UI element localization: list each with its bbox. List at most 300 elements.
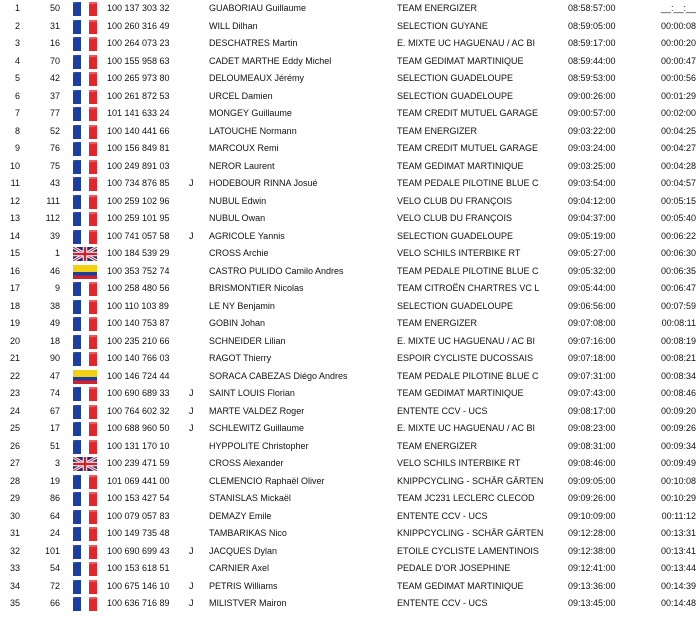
bib-cell: 67 — [49, 405, 60, 416]
license-cell: 100 079 057 83 — [107, 510, 170, 521]
license-cell: 100 741 057 58 — [107, 230, 170, 241]
rider-name-cell: AGRICOLE Yannis — [209, 230, 285, 241]
gap-cell: 00:06:35 — [660, 265, 696, 276]
team-cell: TEAM GEDIMAT MARTINIQUE — [397, 388, 524, 399]
result-row — [0, 123, 700, 141]
time-cell: 09:07:08:00 — [568, 318, 616, 329]
gap-cell: __:__:__ — [660, 3, 696, 14]
flag-fr-icon — [73, 20, 97, 34]
gap-cell: 00:10:08 — [660, 475, 696, 486]
team-cell: TEAM GEDIMAT MARTINIQUE — [397, 55, 524, 66]
license-cell: 100 636 716 89 — [107, 598, 170, 609]
team-cell: E. MIXTE UC HAGUENAU / AC BI — [397, 335, 536, 346]
team-cell: SELECTION GUADELOUPE — [397, 90, 514, 101]
result-row — [0, 140, 700, 158]
time-cell: 09:08:31:00 — [568, 440, 616, 451]
gap-cell: 00:00:47 — [660, 55, 696, 66]
license-cell: 100 688 960 50 — [107, 423, 170, 434]
flag-fr-icon — [73, 177, 97, 191]
time-cell: 09:09:05:00 — [568, 475, 616, 486]
rank-cell: 34 — [9, 580, 20, 591]
license-cell: 100 265 973 80 — [107, 73, 170, 84]
license-cell: 100 260 316 49 — [107, 20, 170, 31]
gap-cell: 00:00:20 — [660, 38, 696, 49]
category-cell: J — [189, 545, 194, 556]
time-cell: 09:08:17:00 — [568, 405, 616, 416]
time-cell: 09:05:27:00 — [568, 248, 616, 259]
flag-fr-icon — [73, 527, 97, 541]
rank-cell: 3 — [14, 38, 20, 49]
rank-cell: 11 — [10, 178, 20, 189]
category-cell: J — [189, 598, 194, 609]
rider-name-cell: MARCOUX Remi — [209, 143, 279, 154]
license-cell: 100 153 618 51 — [107, 563, 170, 574]
result-row — [0, 263, 700, 281]
flag-fr-icon — [73, 212, 97, 226]
result-row — [0, 245, 700, 263]
result-row — [0, 333, 700, 351]
license-cell: 100 140 753 87 — [107, 318, 170, 329]
flag-fr-icon — [73, 422, 97, 436]
rank-cell: 23 — [9, 388, 20, 399]
team-cell: VELO SCHILS INTERBIKE RT — [397, 248, 521, 259]
rank-cell: 32 — [9, 545, 20, 556]
time-cell: 08:59:53:00 — [568, 73, 616, 84]
rank-cell: 6 — [14, 90, 20, 101]
team-cell: SELECTION GUADELOUPE — [397, 230, 514, 241]
rider-name-cell: JACQUES Dylan — [209, 545, 278, 556]
time-cell: 09:12:38:00 — [568, 545, 616, 556]
result-row — [0, 18, 700, 36]
result-row — [0, 228, 700, 246]
result-row — [0, 490, 700, 508]
team-cell: E. MIXTE UC HAGUENAU / AC BI — [397, 423, 536, 434]
rider-name-cell: GUABORIAU Guillaume — [209, 3, 307, 14]
license-cell: 100 235 210 66 — [107, 335, 170, 346]
bib-cell: 86 — [49, 493, 60, 504]
time-cell: 09:07:31:00 — [568, 370, 616, 381]
rank-cell: 20 — [9, 335, 20, 346]
result-row — [0, 403, 700, 421]
flag-fr-icon — [73, 142, 97, 156]
rider-name-cell: TAMBARIKAS Nico — [209, 528, 287, 539]
bib-cell: 77 — [49, 108, 60, 119]
license-cell: 100 140 441 66 — [107, 125, 170, 136]
result-row — [0, 175, 700, 193]
flag-fr-icon — [73, 282, 97, 296]
time-cell: 09:07:18:00 — [568, 353, 616, 364]
flag-fr-icon — [73, 125, 97, 139]
rank-cell: 16 — [9, 265, 20, 276]
bib-cell: 74 — [49, 388, 60, 399]
flag-fr-icon — [73, 597, 97, 611]
result-row — [0, 298, 700, 316]
rank-cell: 13 — [9, 213, 20, 224]
flag-fr-icon — [73, 195, 97, 209]
rider-name-cell: SAINT LOUIS Florian — [209, 388, 295, 399]
flag-fr-icon — [73, 580, 97, 594]
result-row — [0, 473, 700, 491]
result-row — [0, 578, 700, 596]
rider-name-cell: MARTE VALDEZ Roger — [209, 405, 305, 416]
time-cell: 09:09:26:00 — [568, 493, 616, 504]
result-row — [0, 280, 700, 298]
time-cell: 09:13:36:00 — [568, 580, 616, 591]
bib-cell: 90 — [49, 353, 60, 364]
rank-cell: 7 — [14, 108, 20, 119]
flag-co-icon — [73, 265, 97, 279]
result-row — [0, 455, 700, 473]
bib-cell: 50 — [49, 3, 60, 14]
gap-cell: 00:09:49 — [660, 458, 696, 469]
gap-cell: 00:08:21 — [660, 353, 696, 364]
gap-cell: 00:08:11 — [661, 318, 696, 329]
license-cell: 100 184 539 29 — [107, 248, 170, 259]
time-cell: 09:12:28:00 — [568, 528, 616, 539]
rank-cell: 29 — [9, 493, 20, 504]
license-cell: 100 258 480 56 — [107, 283, 170, 294]
rank-cell: 9 — [14, 143, 20, 154]
bib-cell: 47 — [49, 370, 60, 381]
license-cell: 100 131 170 10 — [107, 440, 170, 451]
team-cell: TEAM PEDALE PILOTINE BLUE C — [397, 178, 539, 189]
rider-name-cell: SCHLEWITZ Guillaume — [209, 423, 305, 434]
rank-cell: 28 — [9, 475, 20, 486]
bib-cell: 76 — [49, 143, 60, 154]
rider-name-cell: CADET MARTHE Eddy Michel — [209, 55, 332, 66]
category-cell: J — [189, 423, 194, 434]
license-cell: 100 156 849 81 — [107, 143, 170, 154]
license-cell: 100 261 872 53 — [107, 90, 170, 101]
result-row — [0, 420, 700, 438]
team-cell: TEAM ENERGIZER — [397, 3, 478, 14]
flag-fr-icon — [73, 510, 97, 524]
time-cell: 09:07:16:00 — [568, 335, 616, 346]
license-cell: 100 690 699 43 — [107, 545, 170, 556]
license-cell: 100 149 735 48 — [107, 528, 170, 539]
gap-cell: 00:04:28 — [660, 160, 696, 171]
rider-name-cell: GOBIN Johan — [209, 318, 266, 329]
category-cell: J — [189, 405, 194, 416]
time-cell: 09:03:54:00 — [568, 178, 616, 189]
bib-cell: 17 — [49, 423, 60, 434]
category-cell: J — [189, 230, 194, 241]
team-cell: TEAM CITROËN CHARTRES VC L — [397, 283, 540, 294]
bib-cell: 72 — [49, 580, 60, 591]
flag-fr-icon — [73, 55, 97, 69]
gap-cell: 00:08:19 — [660, 335, 696, 346]
result-row — [0, 543, 700, 561]
result-row — [0, 350, 700, 368]
rider-name-cell: NUBUL Owan — [209, 213, 266, 224]
team-cell: SELECTION GUYANE — [397, 20, 488, 31]
flag-fr-icon — [73, 562, 97, 576]
license-cell: 100 259 102 96 — [107, 195, 170, 206]
flag-fr-icon — [73, 335, 97, 349]
flag-fr-icon — [73, 317, 97, 331]
rider-name-cell: DEMAZY Emile — [209, 510, 272, 521]
time-cell: 09:13:45:00 — [568, 598, 616, 609]
result-row — [0, 193, 700, 211]
time-cell: 08:59:05:00 — [568, 20, 616, 31]
rank-cell: 1 — [14, 3, 20, 14]
flag-fr-icon — [73, 37, 97, 51]
category-cell: J — [189, 388, 194, 399]
license-cell: 100 675 146 10 — [107, 580, 170, 591]
rank-cell: 18 — [9, 300, 20, 311]
rank-cell: 27 — [9, 458, 20, 469]
gap-cell: 00:05:15 — [660, 195, 696, 206]
license-cell: 100 690 689 33 — [107, 388, 170, 399]
rider-name-cell: NUBUL Edwin — [209, 195, 267, 206]
license-cell: 100 764 602 32 — [107, 405, 170, 416]
time-cell: 09:03:24:00 — [568, 143, 616, 154]
gap-cell: 00:05:40 — [660, 213, 696, 224]
flag-co-icon — [73, 370, 97, 384]
bib-cell: 43 — [49, 178, 60, 189]
license-cell: 100 353 752 74 — [107, 265, 170, 276]
rank-cell: 5 — [14, 73, 20, 84]
bib-cell: 64 — [49, 510, 60, 521]
rider-name-cell: BRISMONTIER Nicolas — [209, 283, 304, 294]
team-cell: ETOILE CYCLISTE LAMENTINOIS — [397, 545, 539, 556]
license-cell: 100 264 073 23 — [107, 38, 170, 49]
flag-fr-icon — [73, 72, 97, 86]
bib-cell: 3 — [54, 458, 60, 469]
rider-name-cell: NEROR Laurent — [209, 160, 275, 171]
time-cell: 09:04:37:00 — [568, 213, 616, 224]
time-cell: 09:10:09:00 — [568, 510, 616, 521]
rank-cell: 21 — [9, 353, 20, 364]
team-cell: PEDALE D'OR JOSEPHINE — [397, 563, 511, 574]
rider-name-cell: STANISLAS Mickaël — [209, 493, 291, 504]
flag-fr-icon — [73, 107, 97, 121]
gap-cell: 00:04:27 — [660, 143, 696, 154]
gap-cell: 00:02:00 — [660, 108, 696, 119]
result-row — [0, 525, 700, 543]
rank-cell: 25 — [9, 423, 20, 434]
bib-cell: 49 — [49, 318, 60, 329]
bib-cell: 46 — [49, 265, 60, 276]
rider-name-cell: CASTRO PULIDO Camilo Andres — [209, 265, 344, 276]
bib-cell: 1 — [54, 248, 60, 259]
gap-cell: 00:06:47 — [660, 283, 696, 294]
gap-cell: 00:00:08 — [660, 20, 696, 31]
result-row — [0, 210, 700, 228]
result-row — [0, 158, 700, 176]
time-cell: 09:05:44:00 — [568, 283, 616, 294]
bib-cell: 24 — [49, 528, 60, 539]
result-row — [0, 508, 700, 526]
gap-cell: 00:06:30 — [660, 248, 696, 259]
team-cell: TEAM GEDIMAT MARTINIQUE — [397, 580, 524, 591]
rider-name-cell: SCHNEIDER Lilian — [209, 335, 286, 346]
flag-fr-icon — [73, 405, 97, 419]
license-cell: 100 259 101 95 — [107, 213, 170, 224]
rider-name-cell: URCEL Damien — [209, 90, 273, 101]
license-cell: 100 155 958 63 — [107, 55, 170, 66]
team-cell: KNIPPCYCLING - SCHÄR GÄRTEN — [397, 475, 544, 486]
gap-cell: 00:09:26 — [660, 423, 696, 434]
team-cell: TEAM JC231 LECLERC CLECOD — [397, 493, 535, 504]
category-cell: J — [189, 580, 194, 591]
rider-name-cell: RAGOT Thierry — [209, 353, 272, 364]
rank-cell: 10 — [9, 160, 20, 171]
bib-cell: 38 — [49, 300, 60, 311]
team-cell: TEAM ENERGIZER — [397, 125, 478, 136]
time-cell: 09:12:41:00 — [568, 563, 616, 574]
license-cell: 100 239 471 59 — [107, 458, 170, 469]
rank-cell: 31 — [9, 528, 20, 539]
bib-cell: 31 — [49, 20, 60, 31]
rider-name-cell: CROSS Alexander — [209, 458, 284, 469]
result-row — [0, 35, 700, 53]
result-row — [0, 595, 700, 613]
rank-cell: 30 — [9, 510, 20, 521]
rank-cell: 17 — [9, 283, 20, 294]
rider-name-cell: LATOUCHE Normann — [209, 125, 297, 136]
rank-cell: 8 — [14, 125, 20, 136]
bib-cell: 54 — [49, 563, 60, 574]
category-cell: J — [189, 178, 194, 189]
gap-cell: 00:13:44 — [660, 563, 696, 574]
flag-fr-icon — [73, 440, 97, 454]
gap-cell: 00:11:12 — [661, 510, 696, 521]
license-cell: 100 249 891 03 — [107, 160, 170, 171]
license-cell: 100 734 876 85 — [107, 178, 170, 189]
result-row — [0, 0, 700, 18]
team-cell: KNIPPCYCLING - SCHÄR GÄRTEN — [397, 528, 544, 539]
time-cell: 09:06:56:00 — [568, 300, 616, 311]
result-row — [0, 385, 700, 403]
flag-fr-icon — [73, 160, 97, 174]
gap-cell: 00:00:56 — [660, 73, 696, 84]
license-cell: 100 137 303 32 — [107, 3, 170, 14]
bib-cell: 39 — [49, 230, 60, 241]
result-row — [0, 105, 700, 123]
gap-cell: 00:14:39 — [660, 580, 696, 591]
team-cell: TEAM PEDALE PILOTINE BLUE C — [397, 265, 539, 276]
gap-cell: 00:10:29 — [660, 493, 696, 504]
gap-cell: 00:08:34 — [660, 370, 696, 381]
team-cell: E. MIXTE UC HAGUENAU / AC BI — [397, 38, 536, 49]
time-cell: 09:03:22:00 — [568, 125, 616, 136]
rider-name-cell: CARNIER Axel — [209, 563, 270, 574]
rank-cell: 24 — [9, 405, 20, 416]
result-row — [0, 53, 700, 71]
flag-gb-icon — [73, 247, 97, 261]
flag-fr-icon — [73, 2, 97, 16]
team-cell: TEAM CREDIT MUTUEL GARAGE — [397, 143, 539, 154]
team-cell: ENTENTE CCV - UCS — [397, 598, 488, 609]
flag-fr-icon — [73, 545, 97, 559]
gap-cell: 00:13:31 — [660, 528, 696, 539]
flag-gb-icon — [73, 457, 97, 471]
team-cell: TEAM ENERGIZER — [397, 440, 478, 451]
rider-name-cell: LE NY Benjamin — [209, 300, 275, 311]
team-cell: TEAM ENERGIZER — [397, 318, 478, 329]
gap-cell: 00:01:29 — [660, 90, 696, 101]
license-cell: 100 153 427 54 — [107, 493, 170, 504]
rank-cell: 4 — [14, 55, 20, 66]
bib-cell: 18 — [49, 335, 60, 346]
rider-name-cell: DESCHATRES Martin — [209, 38, 298, 49]
bib-cell: 101 — [44, 545, 60, 556]
bib-cell: 16 — [49, 38, 60, 49]
rider-name-cell: CROSS Archie — [209, 248, 269, 259]
bib-cell: 42 — [49, 73, 60, 84]
license-cell: 100 110 103 89 — [107, 300, 169, 311]
rider-name-cell: MILISTVER Mairon — [209, 598, 287, 609]
license-cell: 100 140 766 03 — [107, 353, 170, 364]
time-cell: 08:58:57:00 — [568, 3, 616, 14]
rank-cell: 33 — [9, 563, 20, 574]
flag-fr-icon — [73, 352, 97, 366]
flag-fr-icon — [73, 300, 97, 314]
rank-cell: 12 — [9, 195, 20, 206]
bib-cell: 52 — [49, 125, 60, 136]
gap-cell: 00:06:22 — [660, 230, 696, 241]
result-row — [0, 88, 700, 106]
gap-cell: 00:14:48 — [660, 598, 696, 609]
license-cell: 100 146 724 44 — [107, 370, 170, 381]
gap-cell: 00:09:20 — [660, 405, 696, 416]
result-row — [0, 70, 700, 88]
team-cell: VELO CLUB DU FRANÇOIS — [397, 195, 513, 206]
team-cell: VELO CLUB DU FRANÇOIS — [397, 213, 513, 224]
gap-cell: 00:04:25 — [660, 125, 696, 136]
bib-cell: 111 — [46, 195, 60, 206]
rider-name-cell: HODEBOUR RINNA Josué — [209, 178, 318, 189]
rank-cell: 2 — [14, 20, 20, 31]
bib-cell: 70 — [49, 55, 60, 66]
time-cell: 09:05:19:00 — [568, 230, 616, 241]
time-cell: 09:00:26:00 — [568, 90, 616, 101]
result-row — [0, 315, 700, 333]
gap-cell: 00:08:46 — [660, 388, 696, 399]
bib-cell: 66 — [49, 598, 60, 609]
bib-cell: 112 — [45, 213, 60, 224]
rider-name-cell: PETRIS Williams — [209, 580, 278, 591]
flag-fr-icon — [73, 387, 97, 401]
gap-cell: 00:13:41 — [660, 545, 696, 556]
time-cell: 09:08:46:00 — [568, 458, 616, 469]
gap-cell: 00:04:57 — [660, 178, 696, 189]
team-cell: TEAM CREDIT MUTUEL GARAGE — [397, 108, 539, 119]
time-cell: 09:00:57:00 — [568, 108, 616, 119]
flag-fr-icon — [73, 475, 97, 489]
bib-cell: 75 — [49, 160, 60, 171]
flag-fr-icon — [73, 90, 97, 104]
bib-cell: 51 — [49, 440, 60, 451]
rank-cell: 26 — [9, 440, 20, 451]
time-cell: 09:03:25:00 — [568, 160, 616, 171]
time-cell: 09:08:23:00 — [568, 423, 616, 434]
result-row — [0, 368, 700, 386]
rider-name-cell: DELOUMEAUX Jérémy — [209, 73, 305, 84]
rank-cell: 22 — [9, 370, 20, 381]
team-cell: VELO SCHILS INTERBIKE RT — [397, 458, 521, 469]
rank-cell: 15 — [9, 248, 20, 259]
license-cell: 101 069 441 00 — [107, 475, 170, 486]
rank-cell: 14 — [9, 230, 20, 241]
result-row — [0, 560, 700, 578]
team-cell: ENTENTE CCV - UCS — [397, 510, 488, 521]
time-cell: 09:04:12:00 — [568, 195, 616, 206]
license-cell: 101 141 633 24 — [107, 108, 170, 119]
time-cell: 09:07:43:00 — [568, 388, 616, 399]
team-cell: TEAM PEDALE PILOTINE BLUE C — [397, 370, 539, 381]
